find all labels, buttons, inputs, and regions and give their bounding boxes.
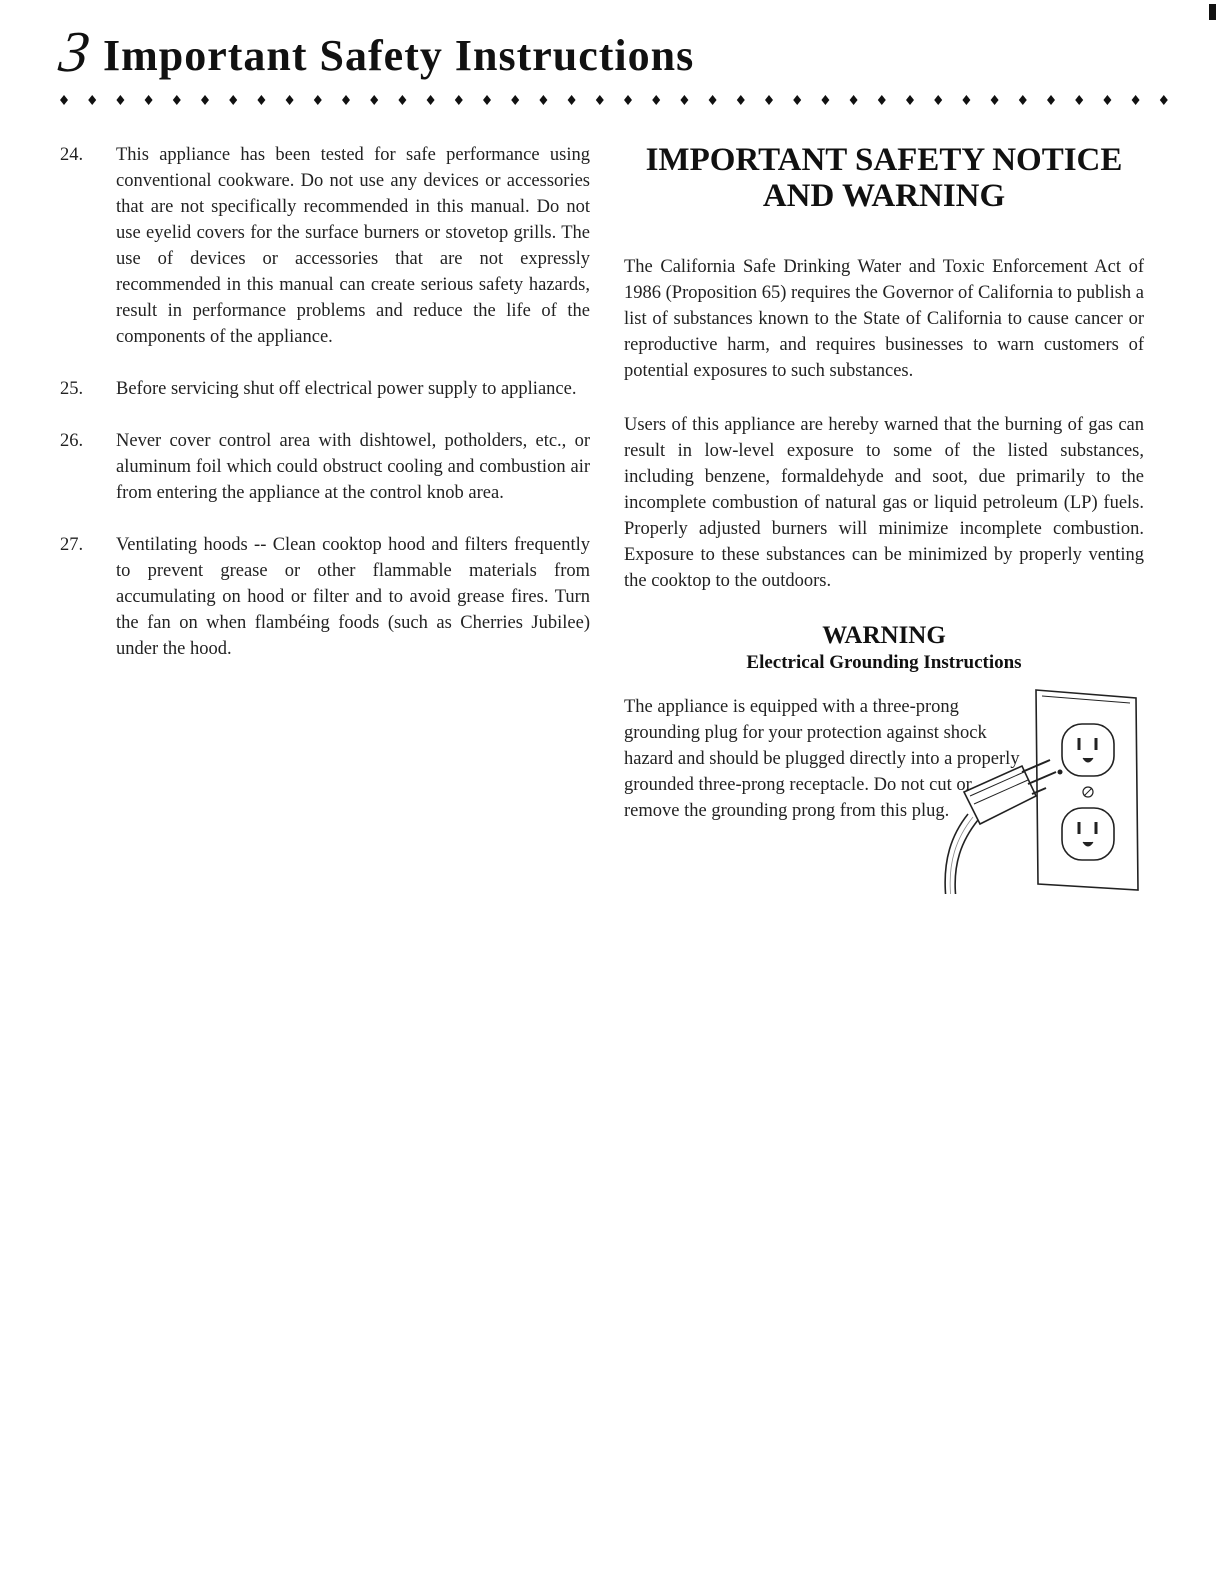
divider-diamond <box>229 95 237 105</box>
item-number: 27. <box>60 535 84 555</box>
divider-diamond <box>624 95 632 105</box>
divider-diamond <box>737 95 745 105</box>
list-item <box>60 376 590 402</box>
item-number: 25. <box>60 379 84 399</box>
page-header <box>55 19 695 84</box>
plug-outlet-illustration <box>924 684 1144 894</box>
diamond-divider <box>60 92 1185 108</box>
divider-diamond <box>1103 95 1111 105</box>
notice-title-line1: IMPORTANT SAFETY NOTICE <box>645 142 1123 178</box>
divider-diamond <box>116 95 124 105</box>
divider-diamond <box>398 95 406 105</box>
divider-diamond <box>257 95 265 105</box>
list-item <box>60 142 590 350</box>
divider-diamond <box>991 95 999 105</box>
divider-diamond <box>539 95 547 105</box>
item-text: Before servicing shut off electrical power supply to appliance. <box>116 379 577 399</box>
divider-diamond <box>709 95 717 105</box>
divider-diamond <box>1160 95 1168 105</box>
item-text: Never cover control area with dishtowel, potholders, etc., or aluminum foil which could obstruct cooling and combustion air from entering the appliance at the control knob area. <box>116 431 590 503</box>
divider-diamond <box>793 95 801 105</box>
grounding-text: The appliance is equipped with a three-prong grounding plug for your protection against shock hazard and should be plugged directly into a properly grounded three-prong receptacle. Do not cut or remove the grounding prong from this plug. <box>624 697 1020 821</box>
notice-column <box>624 142 1144 904</box>
corner-mark <box>1209 4 1216 20</box>
page-title: Important Safety Instructions <box>103 31 695 80</box>
divider-diamond <box>850 95 858 105</box>
divider-diamond <box>88 95 96 105</box>
divider-diamond <box>596 95 604 105</box>
divider-diamond <box>962 95 970 105</box>
divider-diamond <box>568 95 576 105</box>
list-item <box>60 428 590 506</box>
divider-diamond <box>511 95 519 105</box>
divider-diamond <box>765 95 773 105</box>
warning-heading: WARNING <box>822 622 946 649</box>
warning-subheading: Electrical Grounding Instructions <box>746 652 1022 673</box>
divider-diamond <box>1019 95 1027 105</box>
grounding-section <box>624 694 1144 904</box>
divider-diamond <box>342 95 350 105</box>
divider-diamond <box>286 95 294 105</box>
divider-diamond <box>455 95 463 105</box>
item-text: This appliance has been tested for safe performance using conventional cookware. Do not use any devices or accessories that are not specifically recommended in this manual. Do not use eyelid covers for the surface burners or stovetop grills. The use of devices or accessories that are not expressly recommended in this manual can create serious safety hazards, result in performance problems and reduce the life of the components of the appliance. <box>116 145 590 347</box>
divider-diamond <box>878 95 886 105</box>
item-number: 24. <box>60 145 84 165</box>
notice-title <box>624 142 1144 214</box>
divider-diamond <box>1075 95 1083 105</box>
instruction-list <box>60 142 590 688</box>
divider-diamond <box>201 95 209 105</box>
notice-paragraph-2: Users of this appliance are hereby warned that the burning of gas can result in low-level exposure to some of the listed substances, including benzene, formaldehyde and soot, due primarily to the incomplete combustion of natural gas or liquid petroleum (LP) fuels. Properly adjusted burners will minimize incomplete combustion. Exposure to these substances can be minimized by properly venting the cooktop to the outdoors. <box>624 415 1144 591</box>
divider-diamond <box>934 95 942 105</box>
divider-diamond <box>60 95 68 105</box>
divider-diamond <box>680 95 688 105</box>
notice-title-line2: AND WARNING <box>762 178 1006 214</box>
divider-diamond <box>427 95 435 105</box>
divider-diamond <box>483 95 491 105</box>
notice-paragraph-1: The California Safe Drinking Water and Toxic Enforcement Act of 1986 (Proposition 65) requires the Governor of California to publish a list of substances known to the State of California to cause cancer or reproductive harm, and requires businesses to warn customers of potential exposures to such substances. <box>624 257 1144 381</box>
item-text: Ventilating hoods -- Clean cooktop hood and filters frequently to prevent grease or other flammable materials from accumulating on hood or filter and to avoid grease fires. Turn the fan on when flambéing foods (such as Cherries Jubilee) under the hood. <box>116 535 590 659</box>
item-number: 26. <box>60 431 84 451</box>
divider-diamond <box>1047 95 1055 105</box>
divider-diamond <box>173 95 181 105</box>
divider-diamond <box>1132 95 1140 105</box>
list-item <box>60 532 590 662</box>
divider-diamond <box>652 95 660 105</box>
divider-diamond <box>821 95 829 105</box>
divider-diamond <box>314 95 322 105</box>
chapter-number: 3 <box>55 19 94 84</box>
divider-diamond <box>906 95 914 105</box>
divider-diamond <box>370 95 378 105</box>
divider-diamond <box>145 95 153 105</box>
